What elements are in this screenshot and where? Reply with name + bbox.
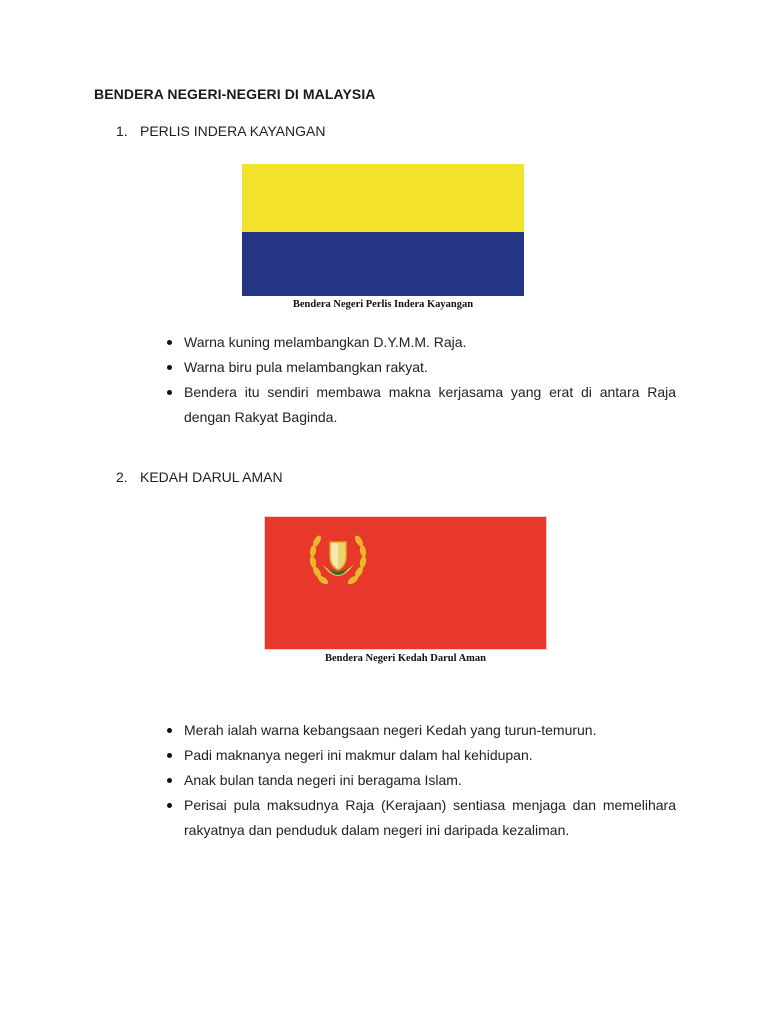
kedah-emblem-icon: [308, 528, 368, 592]
list-item: Merah ialah warna kebangsaan negeri Kedah yang turun-temurun.: [164, 718, 676, 743]
section-heading-kedah: [116, 469, 283, 485]
document-title: BENDERA NEGERI-NEGERI DI MALAYSIA: [94, 86, 376, 102]
list-item: Perisai pula maksudnya Raja (Kerajaan) sentiasa menjaga dan memelihara rakyatnya dan penduduk dalam negeri ini daripada kezaliman.: [164, 793, 676, 843]
section-heading-perlis: [116, 123, 325, 139]
kedah-flag-image: [264, 516, 547, 650]
flag-band-yellow: [242, 164, 524, 232]
section-number: 2.: [116, 469, 128, 485]
section-number: 1.: [116, 123, 128, 139]
list-item: Padi maknanya negeri ini makmur dalam hal kehidupan.: [164, 743, 676, 768]
kedah-bullet-list: [164, 718, 676, 843]
flag-caption: Bendera Negeri Kedah Darul Aman: [325, 653, 486, 664]
kedah-flag-figure: [264, 516, 547, 664]
section-title: PERLIS INDERA KAYANGAN: [140, 123, 326, 139]
list-item: Anak bulan tanda negeri ini beragama Islam.: [164, 768, 676, 793]
flag-caption: Bendera Negeri Perlis Indera Kayangan: [292, 299, 474, 310]
list-item: Warna biru pula melambangkan rakyat.: [164, 355, 676, 380]
flag-band-blue: [242, 232, 524, 296]
perlis-flag-image: [240, 162, 526, 296]
section-title: KEDAH DARUL AMAN: [140, 469, 283, 485]
perlis-flag-figure: [240, 162, 526, 310]
perlis-bullet-list: [164, 330, 676, 430]
list-item: Warna kuning melambangkan D.Y.M.M. Raja.: [164, 330, 676, 355]
list-item: Bendera itu sendiri membawa makna kerjasama yang erat di antara Raja dengan Rakyat Baginda.: [164, 380, 676, 430]
